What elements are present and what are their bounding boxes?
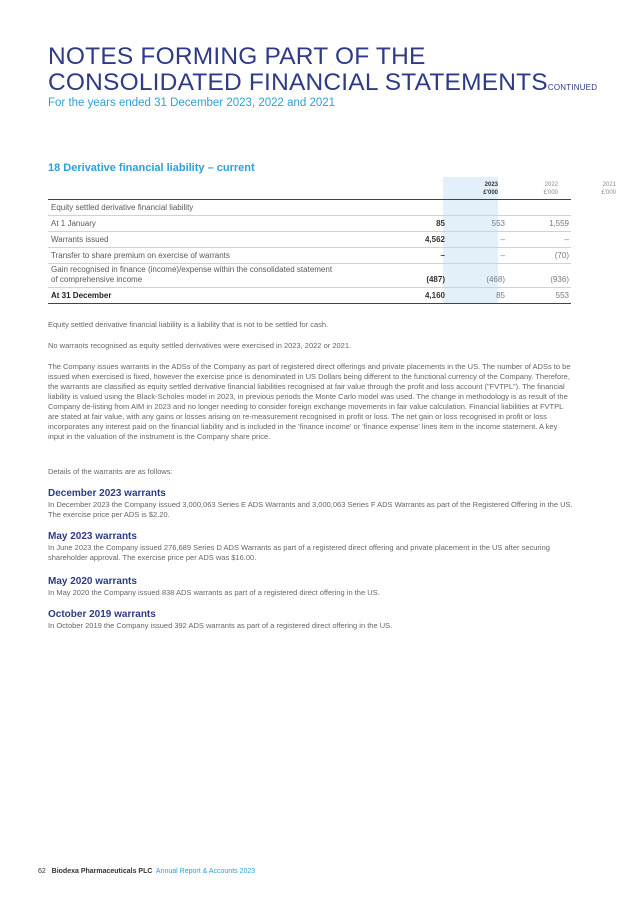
paragraph: Details of the warrants are as follows: — [48, 467, 173, 476]
paragraph: No warrants recognised as equity settled derivatives were exercised in 2023, 2022 or 2021. — [48, 341, 352, 350]
warrant-heading: December 2023 warrants — [48, 488, 166, 499]
table-row — [48, 263, 571, 288]
page-subtitle: For the years ended 31 December 2023, 2022 and 2021 — [48, 97, 336, 109]
footer-report-title: Annual Report & Accounts 2023 — [155, 868, 256, 875]
value-2023: 4,160 — [424, 291, 445, 300]
page-number: 62 — [38, 868, 46, 875]
continued-label: CONTINUED — [547, 83, 598, 92]
section-title: 18 Derivative financial liability – current — [48, 162, 255, 174]
row-label: At 31 December — [51, 291, 112, 300]
value-2023: – — [440, 251, 445, 260]
column-year: 2023 — [484, 182, 498, 188]
page-footer — [38, 868, 255, 875]
warrant-text: In October 2019 the Company issued 392 ADS warrants as part of a registered direct offering in the US. — [48, 621, 393, 630]
warrant-heading: May 2023 warrants — [48, 531, 137, 542]
value-2022: 85 — [496, 291, 505, 300]
value-2022: – — [500, 235, 505, 244]
page-title — [48, 44, 597, 101]
row-label-continued: of comprehensive income — [51, 275, 143, 284]
row-label: Transfer to share premium on exercise of warrants — [51, 251, 230, 260]
warrant-text: In May 2020 the Company issued 838 ADS warrants as part of a registered direct offering in the US. — [48, 588, 380, 597]
value-2021: (70) — [554, 251, 569, 260]
value-2021: 1,559 — [548, 219, 569, 228]
footer-company: Biodexa Pharmaceuticals PLC — [51, 868, 153, 875]
row-label: Equity settled derivative financial liability — [51, 203, 194, 212]
table-row — [48, 247, 571, 264]
value-2023: 4,562 — [424, 235, 445, 244]
row-label: Warrants issued — [51, 235, 109, 244]
title-line-2: CONSOLIDATED FINANCIAL STATEMENTS — [48, 69, 548, 96]
value-2023: 85 — [436, 219, 445, 228]
column-unit: £'000 — [483, 190, 498, 196]
row-label: At 1 January — [51, 219, 96, 228]
value-2021: (936) — [550, 275, 569, 284]
value-2021: – — [564, 235, 569, 244]
value-2021: 553 — [555, 291, 569, 300]
column-header-2022 — [503, 181, 558, 197]
column-header-2023 — [443, 181, 498, 197]
table-bottom-rule — [48, 303, 571, 304]
column-unit: £'000 — [601, 190, 616, 196]
table-row — [48, 215, 571, 232]
warrant-heading: May 2020 warrants — [48, 576, 137, 587]
column-year: 2022 — [544, 182, 558, 188]
warrant-heading: October 2019 warrants — [48, 609, 156, 620]
paragraph: The Company issues warrants in the ADSs of the Company as part of registered direct offerings and private placements in the US. The number of ADSs to be issued when exercised is fixed, however the exercise price is denominated in US Dollars being different to the functional currency of the Company. Therefore, the warrants are classified as equity settled derivative financial liabilities recognised at fair value through the profit and loss account ("FVTPL"). The financial liability is valued using the Black-Scholes model in 2023, in previous periods the Monte Carlo model was used. The change in methodology is as result of the Company de-listing from AIM in 2023 and no longer needing to consider foreign exchange movements in fair value calculation. Financial liabilities at FVTPL are stated at fair value, with any gains or losses arising on re-measurement recognised in profit or loss. The net gain or loss recognised in profit or loss incorporates any interest paid on the financial liability and is included in the 'finance income' or 'finance expense' lines item in the income statement. A key input in the valuation of the instrument is the Company share price. — [48, 362, 571, 441]
value-2022: – — [500, 251, 505, 260]
value-2022: 553 — [491, 219, 505, 228]
title-line-1: NOTES FORMING PART OF THE — [48, 43, 426, 70]
column-unit: £'000 — [543, 190, 558, 196]
warrant-text: In June 2023 the Company issued 276,689 Series D ADS Warrants as part of a registered direct offering and private placement in the US after securing shareholder approval. The exercise price per ADS was $16.00. — [48, 543, 550, 562]
paragraph: Equity settled derivative financial liability is a liability that is not to be settled for cash. — [48, 320, 329, 329]
table-total-row — [48, 287, 571, 303]
warrant-text: In December 2023 the Company issued 3,000,063 Series E ADS Warrants and 3,000,063 Series F ADS Warrants as part of the Registered Offering in the US. The exercise price per ADS is $2.20. — [48, 500, 573, 519]
table-row — [48, 200, 571, 216]
value-2022: (468) — [486, 275, 505, 284]
column-year: 2021 — [602, 182, 616, 188]
row-label: Gain recognised in finance (income)/expense within the consolidated statement — [51, 265, 333, 274]
table-row — [48, 231, 571, 248]
value-2023: (487) — [426, 275, 445, 284]
column-header-2021 — [561, 181, 616, 197]
